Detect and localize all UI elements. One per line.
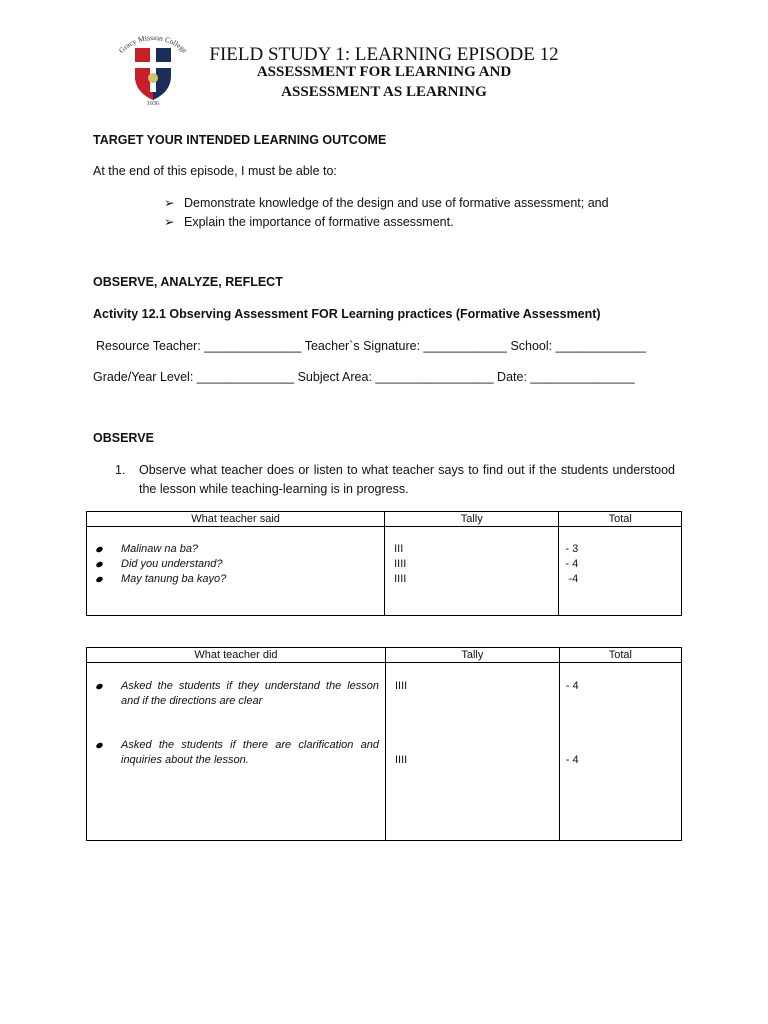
column-header: Total [559,512,682,527]
section-heading: OBSERVE, ANALYZE, REFLECT [93,275,283,289]
actions-cell [87,663,386,841]
form-line-grade: Grade/Year Level: ______________ Subject Area: _________________ Date: _______________ [93,370,635,384]
arrow-bullet-icon: ➢ [164,196,175,210]
column-header: Tally [385,512,559,527]
form-line-teacher: Resource Teacher: ______________ Teacher`s Signature: ____________ School: _____________ [96,339,646,353]
table-row: May tanung ba kayo? [87,572,384,587]
table-what-teacher-said [86,511,682,616]
bullet-dot-icon [95,546,104,554]
observe-heading: OBSERVE [93,431,154,445]
arrow-bullet-icon: ➢ [164,215,175,229]
table-row: Malinaw na ba? [87,542,384,557]
observe-instruction [115,461,675,499]
page-subtitle-line2: ASSESSMENT AS LEARNING [281,84,487,100]
outcome-intro: At the end of this episode, I must be able to: [93,164,337,178]
column-header: Total [559,648,681,663]
bullet-dot-icon [95,561,104,569]
bullet-dot-icon [95,683,104,691]
total-cell: - 3 - 4 -4 [559,527,682,616]
column-header: What teacher said [87,512,385,527]
page-title: FIELD STUDY 1: LEARNING EPISODE 12 [209,44,559,65]
outcome-heading: TARGET YOUR INTENDED LEARNING OUTCOME [93,133,387,147]
statements-cell [87,527,385,616]
tally-cell: III IIII IIII [385,527,559,616]
logo-arc-text: Gracy Mission College [116,36,190,55]
table-row: Did you understand? [87,557,384,572]
instruction-text: Observe what teacher does or listen to what teacher says to find out if the students understood the lesson while teaching-learning is in progress. [139,463,675,496]
item-number: 1. [115,463,126,477]
bullet-dot-icon [95,576,104,584]
table-row: Asked the students if they understand the lesson and if the directions are clear [87,679,385,709]
outcome-item: ➢ Demonstrate knowledge of the design and use of formative assessment; and [164,196,609,210]
logo-year: 1936 [147,101,159,106]
table-what-teacher-did [86,647,682,841]
table-row: Asked the students if there are clarification and inquiries about the lesson. [87,738,385,768]
page-subtitle-line1: ASSESSMENT FOR LEARNING AND [256,64,512,80]
total-cell: - 4 - 4 [559,663,681,841]
activity-title: Activity 12.1 Observing Assessment FOR Learning practices (Formative Assessment) [93,307,601,321]
column-header: What teacher did [87,648,386,663]
column-header: Tally [385,648,559,663]
bullet-dot-icon [95,742,104,750]
outcome-item: ➢ Explain the importance of formative assessment. [164,215,454,229]
tally-cell: IIII IIII [385,663,559,841]
